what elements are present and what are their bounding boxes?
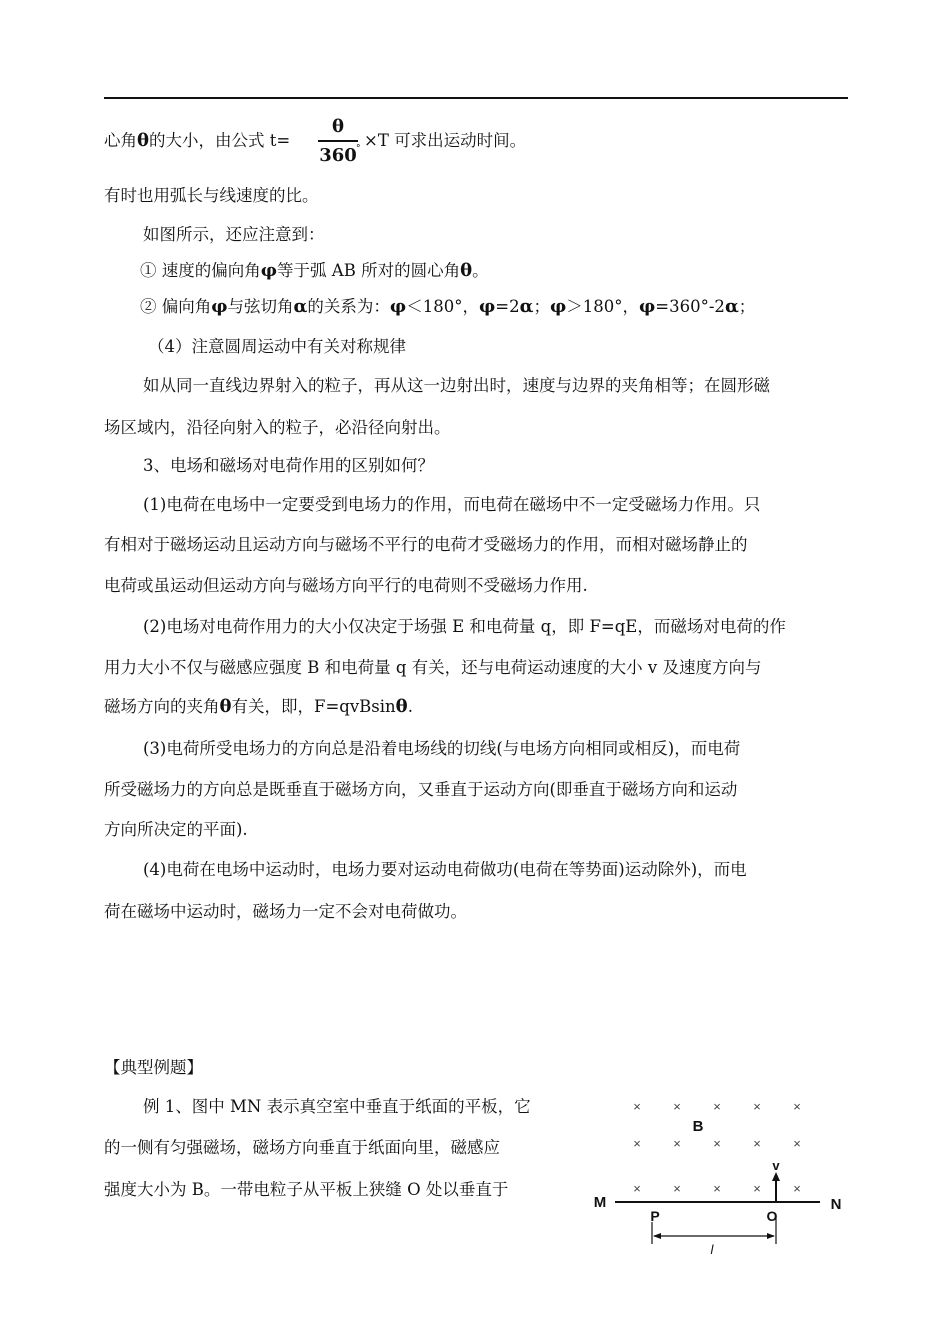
field-cross: × xyxy=(793,1136,801,1151)
field-cross: × xyxy=(753,1181,761,1196)
fraction-denominator: 360 xyxy=(319,145,357,166)
paragraph-line: 例 1、图中 MN 表示真空室中垂直于纸面的平板，它 xyxy=(143,1097,531,1116)
paragraph-line: 如从同一直线边界射入的粒子，再从这一边射出时，速度与边界的夹角相等；在圆形磁 xyxy=(143,376,770,395)
field-cross: × xyxy=(633,1181,641,1196)
phi-symbol: φ xyxy=(638,296,656,317)
arrow-head-icon xyxy=(772,1172,780,1181)
text: . xyxy=(407,697,413,716)
paragraph-line: 强度大小为 B。一带电粒子从平板上狭缝 O 处以垂直于 xyxy=(104,1180,509,1199)
theta-symbol: θ xyxy=(137,130,150,151)
text: 有关，即，F=qvBsin xyxy=(231,697,396,716)
paragraph-line: (2)电场对电荷作用力的大小仅决定于场强 E 和电荷量 q，即 F=qE，而磁场对电荷的作 xyxy=(143,617,786,636)
theta-symbol: θ xyxy=(219,696,232,717)
example-heading: 【典型例题】 xyxy=(104,1058,203,1077)
field-cross: × xyxy=(793,1181,801,1196)
text: 等于弧 AB 所对的圆心角 xyxy=(277,261,461,280)
text: ① 速度的偏向角 xyxy=(140,261,261,280)
text: 。 xyxy=(472,261,489,280)
text: 心角 xyxy=(104,131,137,150)
alpha-symbol: α xyxy=(724,296,739,317)
paragraph-line: 有相对于磁场运动且运动方向与磁场不平行的电荷才受磁场力的作用，而相对磁场静止的 xyxy=(104,535,748,554)
phi-symbol: φ xyxy=(260,260,278,281)
arrow-left-icon xyxy=(653,1233,661,1239)
paragraph-line: 如图所示，还应注意到： xyxy=(143,225,325,244)
field-cross: × xyxy=(633,1136,641,1151)
theta-symbol: θ xyxy=(460,260,473,281)
paragraph-line: (4)电荷在电场中运动时，电场力要对运动电荷做功(电荷在等势面)运动除外)，而电 xyxy=(143,860,747,879)
field-cross: × xyxy=(793,1099,801,1114)
alpha-symbol: α xyxy=(519,296,534,317)
text: 与弦切角 xyxy=(227,297,294,316)
text: ＜180°， xyxy=(406,297,479,316)
section-heading: 3、电场和磁场对电荷作用的区别如何？ xyxy=(143,456,434,475)
field-cross: × xyxy=(713,1099,721,1114)
formula-line-tail: ×T 可求出运动时间。 xyxy=(364,131,527,150)
arrow-right-icon xyxy=(767,1233,775,1239)
alpha-symbol: α xyxy=(293,296,308,317)
field-cross: × xyxy=(753,1099,761,1114)
paragraph-line: 荷在磁场中运动时，磁场力一定不会对电荷做功。 xyxy=(104,902,467,921)
phi-symbol: φ xyxy=(549,296,567,317)
paragraph-line: 所受磁场力的方向总是既垂直于磁场方向，又垂直于运动方向(即垂直于磁场方向和运动 xyxy=(104,780,738,799)
field-cross: × xyxy=(673,1181,681,1196)
field-cross: × xyxy=(673,1136,681,1151)
label-M: M xyxy=(593,1194,607,1211)
paragraph-line: (1)电荷在电场中一定要受到电场力的作用，而电荷在磁场中不一定受磁场力作用。只 xyxy=(143,495,761,514)
field-cross: × xyxy=(753,1136,761,1151)
phi-symbol: φ xyxy=(211,296,228,317)
theta-symbol: θ xyxy=(395,696,408,717)
paragraph-line: 有时也用弧长与线速度的比。 xyxy=(104,186,319,205)
phi-symbol: φ xyxy=(478,296,496,317)
paragraph-line: 的一侧有匀强磁场，磁场方向垂直于纸面向里，磁感应 xyxy=(104,1138,500,1157)
field-cross: × xyxy=(713,1136,721,1151)
field-cross: × xyxy=(673,1099,681,1114)
paragraph-line: 方向所决定的平面). xyxy=(104,820,248,839)
text: 磁场方向的夹角 xyxy=(104,697,220,716)
field-cross: × xyxy=(633,1099,641,1114)
text: ② 偏向角 xyxy=(140,297,212,316)
field-label-B: B xyxy=(692,1118,704,1135)
section-heading: （4）注意圆周运动中有关对称规律 xyxy=(148,337,406,356)
text: =2 xyxy=(495,297,520,316)
label-P: P xyxy=(650,1208,660,1224)
phi-symbol: φ xyxy=(389,296,407,317)
paragraph-line: 用力大小不仅与磁感应强度 B 和电荷量 q 有关，还与电荷运动速度的大小 v 及速度方向与 xyxy=(104,658,762,677)
text: ； xyxy=(533,297,550,316)
fraction-numerator: θ xyxy=(331,116,344,137)
paragraph-line: 场区域内，沿径向射入的粒子，必沿径向射出。 xyxy=(104,418,451,437)
text: 的大小，由公式 t= xyxy=(149,131,291,150)
label-N: N xyxy=(830,1196,842,1213)
label-O: O xyxy=(766,1208,778,1224)
paragraph-line: (3)电荷所受电场力的方向总是沿着电场线的切线(与电场方向相同或相反)，而电荷 xyxy=(143,739,741,758)
label-v: v xyxy=(772,1158,780,1173)
text: =360°-2 xyxy=(655,297,725,316)
text: ； xyxy=(738,297,756,316)
degree-sign: ° xyxy=(356,144,361,154)
field-cross: × xyxy=(713,1181,721,1196)
text: ＞180°， xyxy=(566,297,639,316)
text: 的关系为： xyxy=(307,297,390,316)
paragraph-line: 电荷或虽运动但运动方向与磁场方向平行的电荷则不受磁场力作用. xyxy=(104,576,588,595)
label-l: l xyxy=(710,1242,714,1257)
